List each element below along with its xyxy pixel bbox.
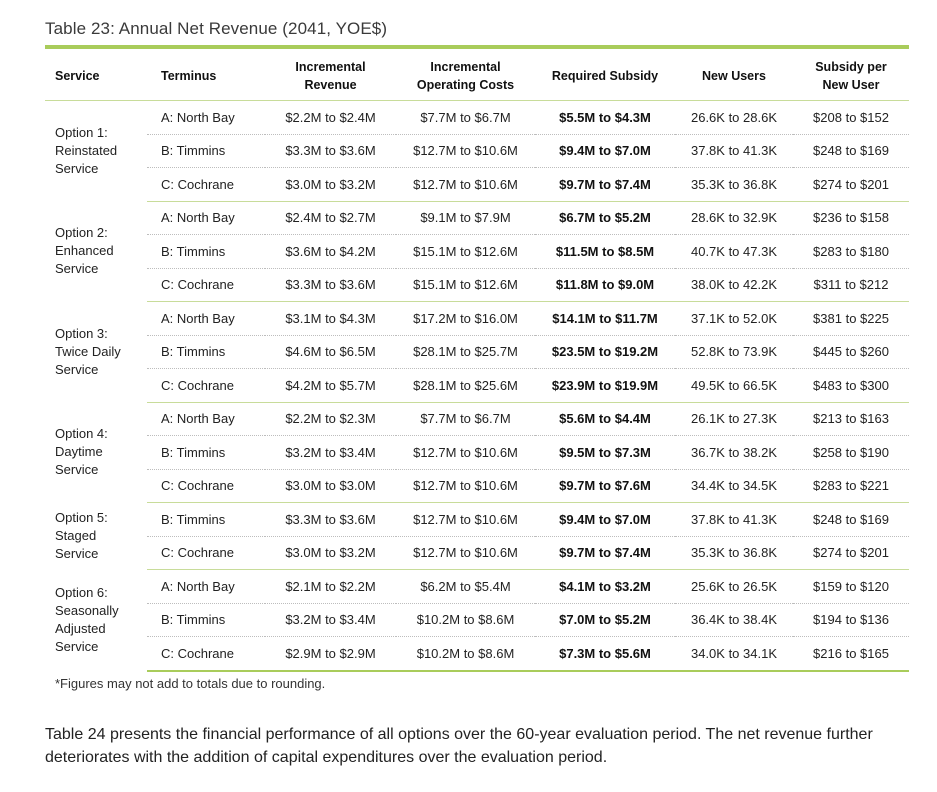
revenue-cell: $3.2M to $3.4M <box>265 603 396 637</box>
option-name-cell: Option 4: Daytime Service <box>55 426 108 478</box>
users-cell: 36.7K to 38.2K <box>675 436 793 470</box>
revenue-cell: $3.0M to $3.2M <box>265 168 396 202</box>
costs-cell: $7.7M to $6.7M <box>396 402 535 436</box>
subsidy-cell: $9.7M to $7.6M <box>535 469 675 503</box>
table-row <box>45 268 909 302</box>
per-user-cell: $274 to $201 <box>793 536 909 570</box>
costs-cell: $15.1M to $12.6M <box>396 268 535 302</box>
table-row <box>45 503 909 537</box>
users-cell: 49.5K to 66.5K <box>675 369 793 403</box>
table-row <box>45 101 909 135</box>
users-cell: 40.7K to 47.3K <box>675 235 793 269</box>
subsidy-cell: $7.3M to $5.6M <box>535 637 675 671</box>
terminus-cell: B: Timmins <box>147 335 265 369</box>
costs-cell: $12.7M to $10.6M <box>396 168 535 202</box>
terminus-cell: C: Cochrane <box>147 268 265 302</box>
revenue-cell: $2.2M to $2.4M <box>265 101 396 135</box>
users-cell: 25.6K to 26.5K <box>675 570 793 604</box>
per-user-cell: $236 to $158 <box>793 201 909 235</box>
per-user-cell: $159 to $120 <box>793 570 909 604</box>
costs-cell: $10.2M to $8.6M <box>396 603 535 637</box>
header-incremental-revenue: Incremental Revenue <box>265 52 396 101</box>
per-user-cell: $208 to $152 <box>793 101 909 135</box>
revenue-cell: $4.2M to $5.7M <box>265 369 396 403</box>
terminus-cell: B: Timmins <box>147 134 265 168</box>
terminus-cell: B: Timmins <box>147 235 265 269</box>
header-subsidy-per-user: Subsidy per New User <box>793 52 909 101</box>
terminus-cell: A: North Bay <box>147 570 265 604</box>
costs-cell: $12.7M to $10.6M <box>396 134 535 168</box>
net-revenue-table <box>45 52 909 672</box>
per-user-cell: $216 to $165 <box>793 637 909 671</box>
table-row <box>45 570 909 604</box>
revenue-cell: $3.1M to $4.3M <box>265 302 396 336</box>
per-user-cell: $483 to $300 <box>793 369 909 403</box>
terminus-cell: A: North Bay <box>147 101 265 135</box>
table-row <box>45 469 909 503</box>
revenue-cell: $3.2M to $3.4M <box>265 436 396 470</box>
per-user-cell: $381 to $225 <box>793 302 909 336</box>
users-cell: 35.3K to 36.8K <box>675 168 793 202</box>
costs-cell: $28.1M to $25.7M <box>396 335 535 369</box>
terminus-cell: C: Cochrane <box>147 369 265 403</box>
subsidy-cell: $11.5M to $8.5M <box>535 235 675 269</box>
terminus-cell: B: Timmins <box>147 603 265 637</box>
terminus-cell: C: Cochrane <box>147 536 265 570</box>
revenue-cell: $3.0M to $3.2M <box>265 536 396 570</box>
terminus-cell: C: Cochrane <box>147 469 265 503</box>
costs-cell: $12.7M to $10.6M <box>396 469 535 503</box>
terminus-cell: C: Cochrane <box>147 637 265 671</box>
per-user-cell: $283 to $180 <box>793 235 909 269</box>
costs-cell: $12.7M to $10.6M <box>396 536 535 570</box>
table-row <box>45 369 909 403</box>
terminus-cell: B: Timmins <box>147 503 265 537</box>
table-row <box>45 201 909 235</box>
body-paragraph: Table 24 presents the financial performance of all options over the 60-year evaluation period. The net revenue further deteriorates with the addition of capital expenditures over the evaluation period. <box>45 726 873 766</box>
subsidy-cell: $5.5M to $4.3M <box>535 101 675 135</box>
costs-cell: $28.1M to $25.6M <box>396 369 535 403</box>
table-row <box>45 603 909 637</box>
users-cell: 35.3K to 36.8K <box>675 536 793 570</box>
table-row <box>45 134 909 168</box>
subsidy-cell: $9.4M to $7.0M <box>535 134 675 168</box>
option-name-cell: Option 3: Twice Daily Service <box>55 325 121 377</box>
table-row <box>45 436 909 470</box>
per-user-cell: $248 to $169 <box>793 503 909 537</box>
costs-cell: $12.7M to $10.6M <box>396 503 535 537</box>
table-row <box>45 402 909 436</box>
costs-cell: $6.2M to $5.4M <box>396 570 535 604</box>
revenue-cell: $3.6M to $4.2M <box>265 235 396 269</box>
revenue-cell: $2.4M to $2.7M <box>265 201 396 235</box>
subsidy-cell: $5.6M to $4.4M <box>535 402 675 436</box>
subsidy-cell: $23.9M to $19.9M <box>535 369 675 403</box>
table-row <box>45 335 909 369</box>
table-row <box>45 536 909 570</box>
header-required-subsidy: Required Subsidy <box>535 52 675 101</box>
users-cell: 38.0K to 42.2K <box>675 268 793 302</box>
per-user-cell: $213 to $163 <box>793 402 909 436</box>
costs-cell: $15.1M to $12.6M <box>396 235 535 269</box>
table-row <box>45 302 909 336</box>
users-cell: 37.8K to 41.3K <box>675 503 793 537</box>
costs-cell: $12.7M to $10.6M <box>396 436 535 470</box>
users-cell: 34.4K to 34.5K <box>675 469 793 503</box>
table-row <box>45 637 909 671</box>
footnote: *Figures may not add to totals due to rounding. <box>55 676 326 691</box>
subsidy-cell: $14.1M to $11.7M <box>535 302 675 336</box>
costs-cell: $10.2M to $8.6M <box>396 637 535 671</box>
revenue-cell: $4.6M to $6.5M <box>265 335 396 369</box>
table-row <box>45 168 909 202</box>
terminus-cell: C: Cochrane <box>147 168 265 202</box>
revenue-cell: $2.9M to $2.9M <box>265 637 396 671</box>
subsidy-cell: $7.0M to $5.2M <box>535 603 675 637</box>
users-cell: 37.1K to 52.0K <box>675 302 793 336</box>
users-cell: 34.0K to 34.1K <box>675 637 793 671</box>
terminus-cell: B: Timmins <box>147 436 265 470</box>
table-body <box>45 101 909 671</box>
option-name-cell: Option 6: Seasonally Adjusted Service <box>55 585 119 654</box>
subsidy-cell: $9.7M to $7.4M <box>535 168 675 202</box>
option-name-cell: Option 5: Staged Service <box>55 510 108 561</box>
users-cell: 37.8K to 41.3K <box>675 134 793 168</box>
terminus-cell: A: North Bay <box>147 302 265 336</box>
revenue-cell: $2.1M to $2.2M <box>265 570 396 604</box>
table-caption: Table 23: Annual Net Revenue (2041, YOE$) <box>45 19 388 38</box>
subsidy-cell: $9.7M to $7.4M <box>535 536 675 570</box>
users-cell: 52.8K to 73.9K <box>675 335 793 369</box>
subsidy-cell: $9.4M to $7.0M <box>535 503 675 537</box>
header-terminus: Terminus <box>147 52 265 101</box>
per-user-cell: $283 to $221 <box>793 469 909 503</box>
costs-cell: $7.7M to $6.7M <box>396 101 535 135</box>
revenue-cell: $2.2M to $2.3M <box>265 402 396 436</box>
revenue-cell: $3.3M to $3.6M <box>265 268 396 302</box>
per-user-cell: $194 to $136 <box>793 603 909 637</box>
per-user-cell: $248 to $169 <box>793 134 909 168</box>
option-name-cell: Option 2: Enhanced Service <box>55 225 114 277</box>
subsidy-cell: $23.5M to $19.2M <box>535 335 675 369</box>
users-cell: 26.6K to 28.6K <box>675 101 793 135</box>
per-user-cell: $274 to $201 <box>793 168 909 202</box>
per-user-cell: $445 to $260 <box>793 335 909 369</box>
terminus-cell: A: North Bay <box>147 402 265 436</box>
header-incremental-operating-costs: Incremental Operating Costs <box>396 52 535 101</box>
subsidy-cell: $9.5M to $7.3M <box>535 436 675 470</box>
header-new-users: New Users <box>675 52 793 101</box>
costs-cell: $9.1M to $7.9M <box>396 201 535 235</box>
header-row <box>45 52 909 101</box>
revenue-cell: $3.3M to $3.6M <box>265 134 396 168</box>
subsidy-cell: $11.8M to $9.0M <box>535 268 675 302</box>
per-user-cell: $311 to $212 <box>793 268 909 302</box>
subsidy-cell: $4.1M to $3.2M <box>535 570 675 604</box>
users-cell: 28.6K to 32.9K <box>675 201 793 235</box>
option-name-cell: Option 1: Reinstated Service <box>55 125 118 176</box>
terminus-cell: A: North Bay <box>147 201 265 235</box>
header-service: Service <box>45 52 147 101</box>
users-cell: 36.4K to 38.4K <box>675 603 793 637</box>
revenue-cell: $3.0M to $3.0M <box>265 469 396 503</box>
revenue-cell: $3.3M to $3.6M <box>265 503 396 537</box>
costs-cell: $17.2M to $16.0M <box>396 302 535 336</box>
table-top-rule <box>45 45 909 49</box>
per-user-cell: $258 to $190 <box>793 436 909 470</box>
subsidy-cell: $6.7M to $5.2M <box>535 201 675 235</box>
users-cell: 26.1K to 27.3K <box>675 402 793 436</box>
table-row <box>45 235 909 269</box>
